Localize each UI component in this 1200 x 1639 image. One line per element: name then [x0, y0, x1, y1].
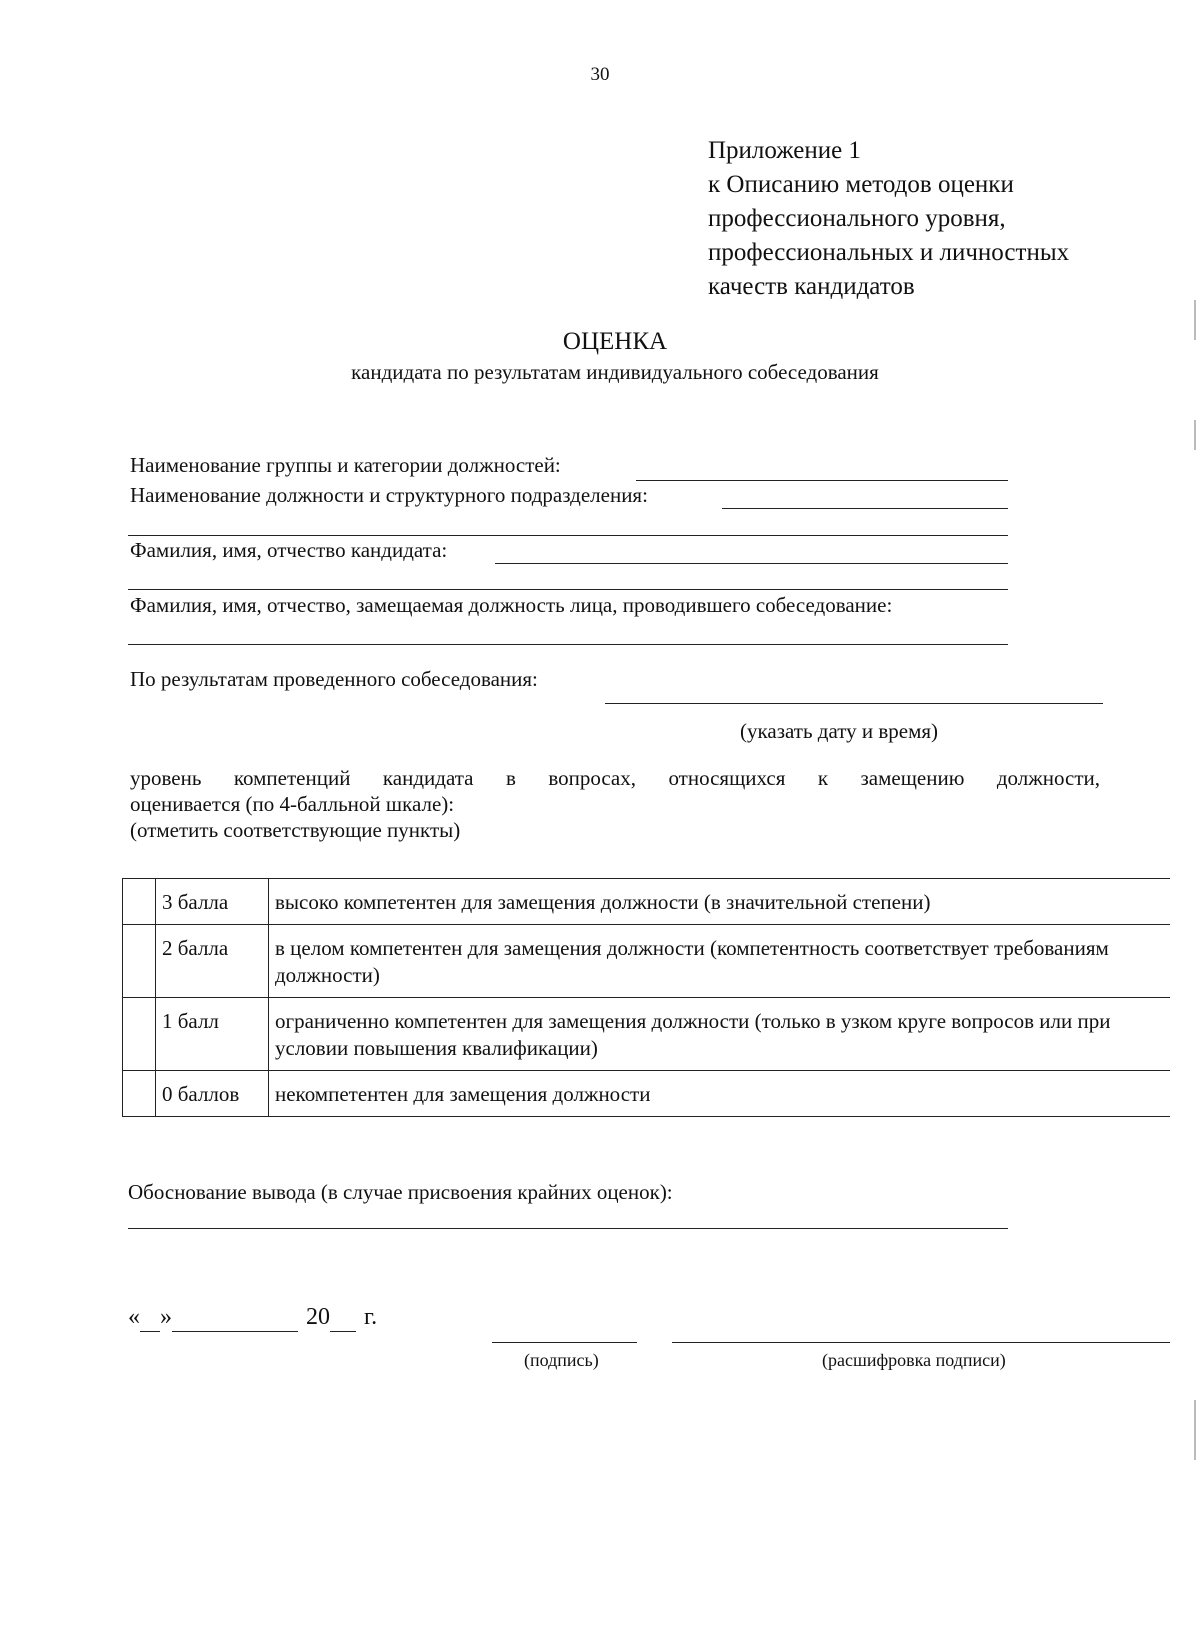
score-description: в целом компетентен для замещения должности (компетентность соответствует требованиям должности) [269, 925, 1171, 998]
appendix-header [708, 134, 1178, 304]
day-field[interactable] [140, 1304, 160, 1332]
candidate-name-field[interactable] [495, 563, 1008, 564]
score-value: 0 баллов [156, 1071, 269, 1117]
year-suffix: г. [364, 1304, 378, 1330]
position-unit-field-continued[interactable] [128, 535, 1008, 536]
score-row [123, 925, 1171, 998]
date-open-quote: « [128, 1304, 140, 1330]
score-checkbox[interactable] [123, 1071, 156, 1117]
candidate-name-field-continued[interactable] [128, 589, 1008, 590]
assessment-word: замещению [860, 766, 965, 790]
assessment-line-2: оценивается (по 4-балльной шкале): [130, 792, 455, 816]
assessment-line-1 [130, 765, 1100, 791]
appendix-line: к Описанию методов оценки [708, 171, 1014, 198]
assessment-word: уровень [130, 766, 202, 790]
assessment-word: к [817, 766, 829, 790]
score-row [123, 998, 1171, 1071]
score-value: 2 балла [156, 925, 269, 998]
year-prefix: 20 [306, 1304, 330, 1330]
signature-decoding-label: (расшифровка подписи) [822, 1350, 1006, 1370]
scan-artifact [1194, 1400, 1196, 1460]
group-category-label: Наименование группы и категории должностей: [130, 453, 561, 477]
position-unit-label: Наименование должности и структурного подразделения: [130, 483, 648, 507]
signature-field[interactable] [492, 1342, 637, 1343]
assessment-word: относящихся [668, 766, 786, 790]
assessment-word: должности, [996, 766, 1100, 790]
appendix-line: профессионального уровня, [708, 205, 1006, 232]
interview-results-label: По результатам проведенного собеседования: [130, 667, 538, 691]
assessment-word: компетенций [233, 766, 351, 790]
month-field[interactable] [172, 1304, 298, 1332]
page-number: 30 [590, 64, 610, 85]
score-description: высоко компетентен для замещения должности (в значительной степени) [269, 879, 1171, 925]
date-time-hint: (указать дату и время) [740, 719, 939, 743]
score-row [123, 879, 1171, 925]
assessment-word: кандидата [382, 766, 474, 790]
score-description: некомпетентен для замещения должности [269, 1071, 1171, 1117]
appendix-line: профессиональных и личностных [708, 239, 1070, 266]
score-checkbox[interactable] [123, 998, 156, 1071]
score-value: 1 балл [156, 998, 269, 1071]
date-close-quote: » [160, 1304, 172, 1330]
signature-label: (подпись) [524, 1350, 599, 1370]
score-checkbox[interactable] [123, 925, 156, 998]
interviewer-label: Фамилия, имя, отчество, замещаемая должность лица, проводившего собеседование: [130, 593, 893, 617]
interviewer-field[interactable] [128, 644, 1008, 645]
score-value: 3 балла [156, 879, 269, 925]
score-row [123, 1071, 1171, 1117]
assessment-line-3: (отметить соответствующие пункты) [130, 818, 461, 842]
score-description: ограниченно компетентен для замещения должности (только в узком круге вопросов или при условии повышения квалификации) [269, 998, 1171, 1071]
year-field[interactable] [330, 1304, 356, 1332]
date-block [128, 1304, 377, 1332]
position-unit-field[interactable] [722, 508, 1008, 509]
scan-artifact [1194, 300, 1196, 340]
assessment-word: вопросах, [548, 766, 636, 790]
candidate-name-label: Фамилия, имя, отчество кандидата: [130, 538, 448, 562]
signature-decoding-field[interactable] [672, 1342, 1170, 1343]
date-time-field[interactable] [605, 703, 1103, 704]
document-title: ОЦЕНКА [562, 328, 668, 355]
score-checkbox[interactable] [123, 879, 156, 925]
appendix-line: качеств кандидатов [708, 273, 915, 300]
assessment-paragraph [130, 765, 1100, 843]
score-table [122, 878, 1170, 1117]
justification-label: Обоснование вывода (в случае присвоения крайних оценок): [128, 1180, 673, 1204]
justification-field[interactable] [128, 1228, 1008, 1229]
document-subtitle: кандидата по результатам индивидуального собеседования [351, 360, 879, 384]
assessment-word: в [505, 766, 516, 790]
group-category-field[interactable] [636, 480, 1008, 481]
scan-artifact [1194, 420, 1196, 450]
appendix-line: Приложение 1 [708, 137, 861, 164]
